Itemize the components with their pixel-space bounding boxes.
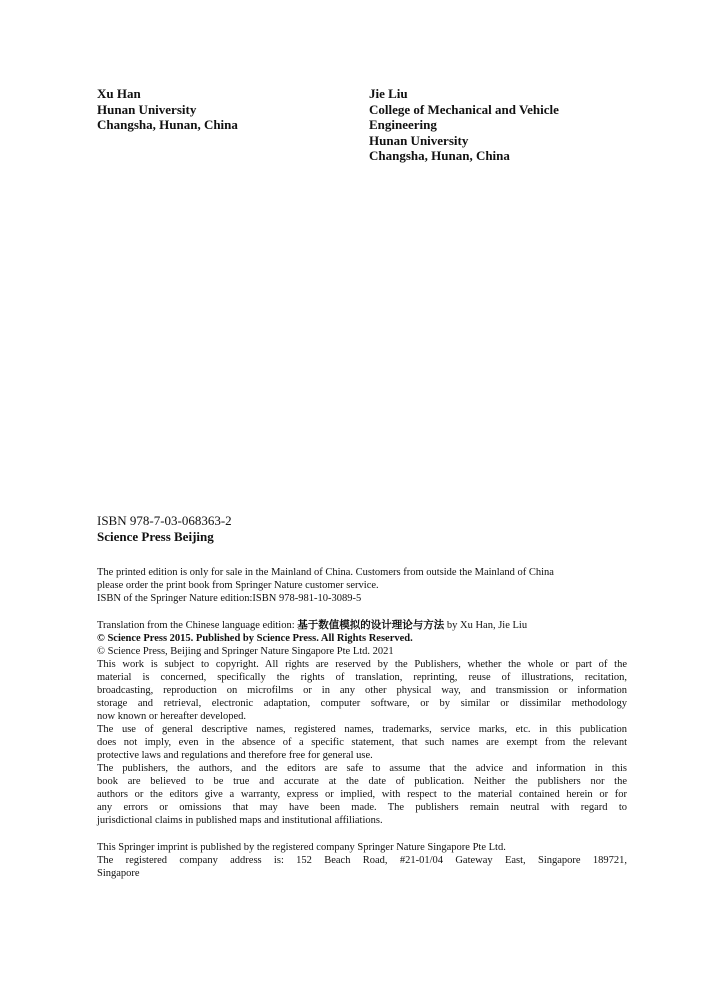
legal-line: This work is subject to copyright. All rights are reserved by the Publishers, whether the whole or part of the [97,659,627,670]
legal-line: book are believed to be true and accurate at the date of publication. Neither the publishers nor the [97,776,627,787]
legal-line: authors or the editors give a warranty, express or implied, with respect to the material contained herein or for [97,789,627,800]
translation-line [97,619,627,632]
imprint-line: The registered company address is: 152 Beach Road, #21-01/04 Gateway East, Singapore 189721, [97,855,627,866]
legal-line: storage and retrieval, electronic adaptation, computer software, or by similar or dissimilar methodology [97,698,627,709]
imprint-line: Singapore [97,868,140,879]
legal-line: any errors or omissions that may have been made. The publishers remain neutral with regard to [97,802,627,813]
copyright-imprint [97,513,627,880]
translation-prefix: Translation from the Chinese language edition: [97,620,298,631]
legal-line: material is concerned, specifically the rights of translation, reprinting, reuse of illustrations, recitation, [97,672,627,683]
author-name: Xu Han [97,86,141,101]
copyright-line: © Science Press, Beijing and Springer Nature Singapore Pte Ltd. 2021 [97,646,394,657]
author-block-xu-han [97,86,238,133]
legal-line: broadcasting, reproduction on microfilms or in any other physical way, and transmission or information [97,685,627,696]
author-location: Changsha, Hunan, China [369,148,510,163]
author-block-jie-liu [369,86,559,164]
springer-imprint [97,841,627,880]
author-location: Changsha, Hunan, China [97,117,238,132]
springer-isbn: ISBN of the Springer Nature edition:ISBN 978-981-10-3089-5 [97,593,362,604]
author-affiliation: Engineering [369,117,437,132]
legal-line: jurisdictional claims in published maps and institutional affiliations. [97,815,383,826]
sale-notice-line: please order the print book from Springer Nature customer service. [97,580,379,591]
translation-authors: by Xu Han, Jie Liu [444,620,528,631]
chinese-title: 基于数值模拟的设计理论与方法 [297,620,445,631]
legal-line: does not imply, even in the absence of a specific statement, that such names are exempt from the relevant [97,737,627,748]
copyright-line: © Science Press 2015. Published by Science Press. All Rights Reserved. [97,633,413,644]
publisher-name: Science Press Beijing [97,529,214,544]
author-affiliation: Hunan University [97,101,197,117]
sale-notice [97,566,627,605]
imprint-line: This Springer imprint is published by the registered company Springer Nature Singapore Pte Ltd. [97,842,506,853]
author-name: Jie Liu [369,86,408,101]
legal-line: protective laws and regulations and therefore free for general use. [97,750,373,761]
legal-line: The publishers, the authors, and the editors are safe to assume that the advice and information in this [97,763,627,774]
author-affiliation: Hunan University [369,132,469,148]
sale-notice-line: The printed edition is only for sale in the Mainland of China. Customers from outside the Mainland of China [97,567,554,578]
author-affiliation: College of Mechanical and Vehicle [369,101,559,117]
isbn: ISBN 978-7-03-068363-2 [97,513,232,528]
translation-and-legal [97,619,627,827]
legal-line: The use of general descriptive names, registered names, trademarks, service marks, etc. in this publication [97,724,627,735]
legal-line: now known or hereafter developed. [97,711,246,722]
